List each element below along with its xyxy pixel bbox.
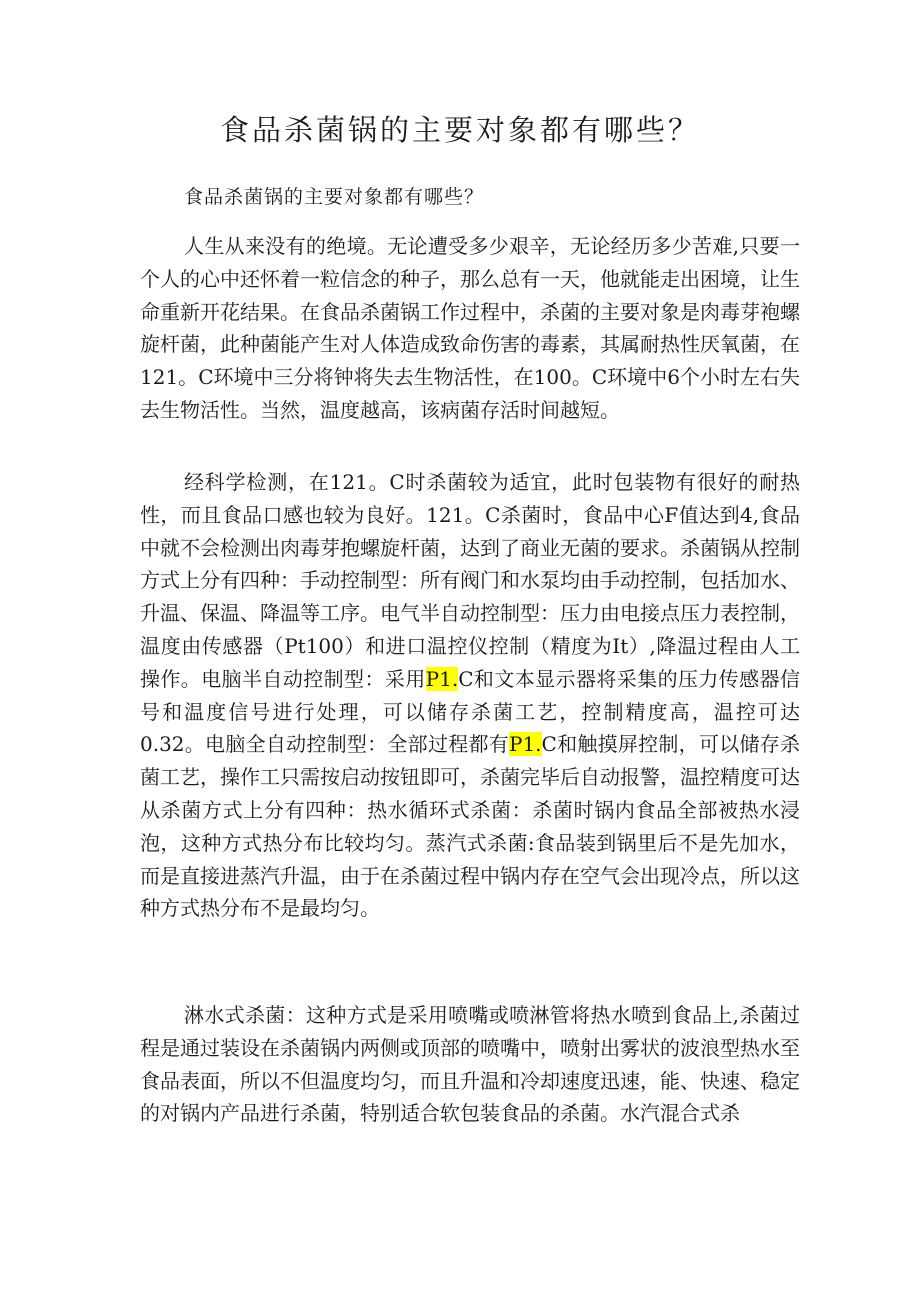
paragraph-text: C和文本显示器将采集的压力传感器信号和温度信号进行处理，可以储存杀菌工艺，控制精度高，温控可达0.32。电脑全自动控制型：全部过程都有 xyxy=(140,666,800,757)
paragraph-text: 经科学检测，在121。C时杀菌较为适宜，此时包装物有很好的耐热性，而且食品口感也较为良好。121。C杀菌时，食品中心F值达到4,食品中就不会检测出肉毒芽抱螺旋杆菌，达到了商业无菌的要求。杀菌锅从控制方式上分有四种：手动控制型：所有阀门和水泵均由手动控制，包括加水、升温、保温、降温等工序。电气半自动控制型：压力由电接点压力表控制，温度由传感器（Pt100）和进口温控仪控制（精度为It）,降温过程由人工操作。电脑半自动控制型：采用 xyxy=(140,470,800,691)
document-title: 食品杀菌锅的主要对象都有哪些？ xyxy=(219,113,700,147)
paragraph-spray-sterilization: 淋水式杀菌：这种方式是采用喷嘴或喷淋管将热水喷到食品上,杀菌过程是通过装设在杀菌锅内两侧或顶部的喷嘴中，喷射出雾状的波浪型热水至食品表面，所以不但温度均匀，而且升温和冷却速度迅速，能、快速、稳定的对锅内产品进行杀菌，特别适合软包装食品的杀菌。水汽混合式杀 xyxy=(140,1003,800,1126)
paragraph-intro: 人生从来没有的绝境。无论遭受多少艰辛，无论经历多少苦难,只要一个人的心中还怀着一粒信念的种子，那么总有一天，他就能走出困境，让生命重新开花结果。在食品杀菌锅工作过程中，杀菌的主要对象是肉毒芽袍螺旋杆菌，此种菌能产生对人体造成致命伤害的毒素，其属耐热性厌氧菌，在121。C环境中三分将钟将失去生物活性，在100。C环境中6个小时左右失去生物活性。当然，温度越高，该病菌存活时间越短。 xyxy=(140,234,800,422)
paragraph-text: C和触摸屏控制，可以储存杀菌工艺，操作工只需按启动按钮即可，杀菌完毕后自动报警，温控精度可达从杀菌方式上分有四种：热水循环式杀菌：杀菌时锅内食品全部被热水浸泡，这种方式热分布比较均匀。蒸汽式杀菌:食品装到锅里后不是先加水，而是直接进蒸汽升温，由于在杀菌过程中锅内存在空气会出现冷点，所以这种方式热分布不是最均匀。 xyxy=(140,732,800,921)
highlighted-text: P1. xyxy=(425,666,459,691)
document-subtitle: 食品杀菌锅的主要对象都有哪些？ xyxy=(184,186,485,208)
paragraph-control-types xyxy=(140,466,800,925)
highlighted-text: P1. xyxy=(509,732,542,757)
